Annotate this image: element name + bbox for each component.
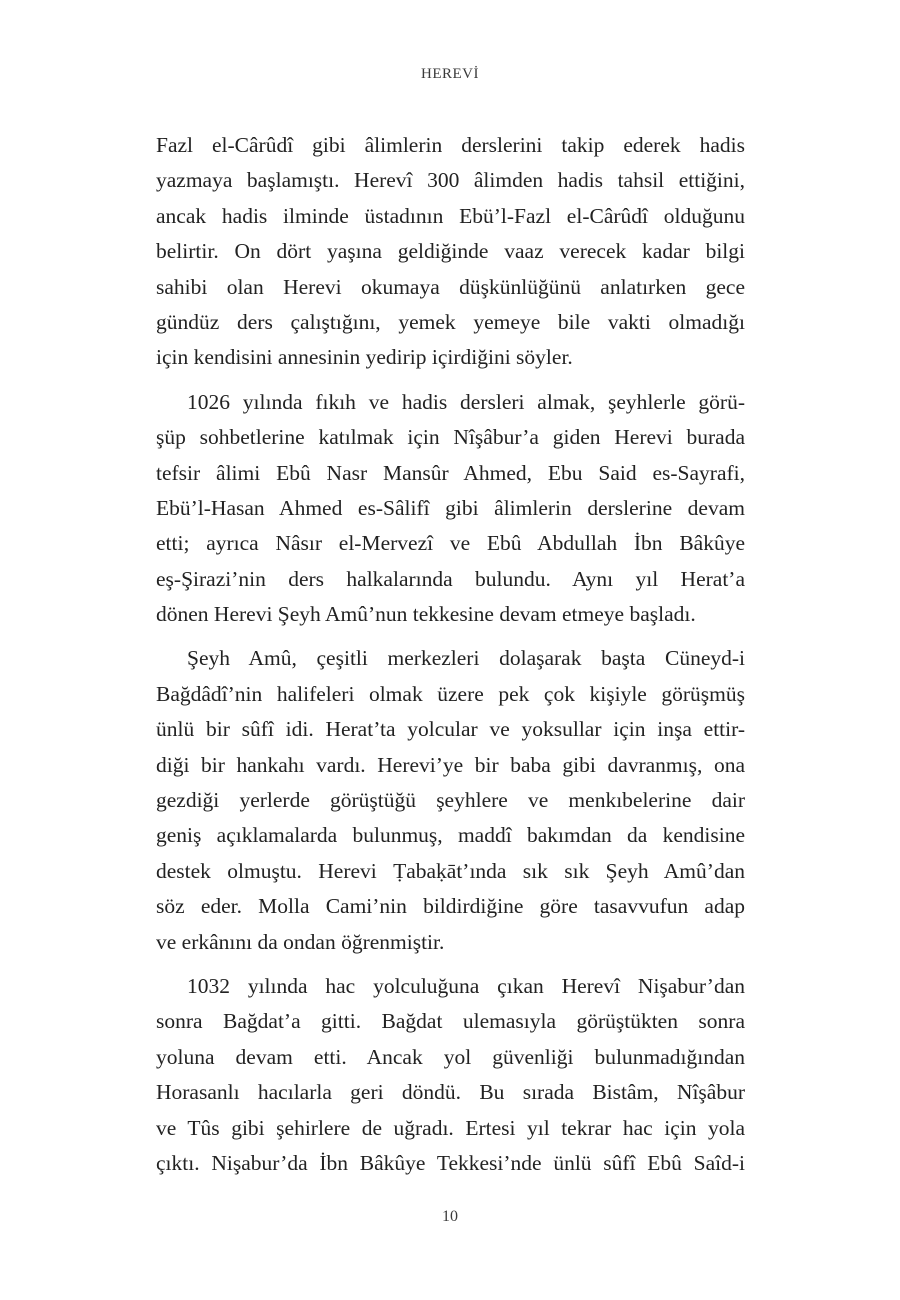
- text-line: diği bir hankahı vardı. Herevi’ye bir baba gibi davranmış, ona: [156, 752, 745, 777]
- text-line: gezdiği yerlerde görüştüğü şeyhlere ve menkıbelerine dair: [156, 788, 745, 813]
- text-line: Şeyh Amû, çeşitli merkezleri dolaşarak başta Cüneyd-i: [187, 646, 745, 671]
- paragraph: [156, 641, 745, 960]
- text-line: için kendisini annesinin yedirip içirdiğini söyler.: [156, 345, 573, 370]
- text-line: yazmaya başlamıştı. Herevî 300 âlimden hadis tahsil ettiğini,: [156, 168, 745, 193]
- text-line: tefsir âlimi Ebû Nasr Mansûr Ahmed, Ebu Said es-Sayrafi,: [156, 460, 745, 485]
- text-line: destek olmuştu. Herevi Ṭabaḳāt’ında sık sık Şeyh Amû’dan: [156, 858, 745, 883]
- text-line: çıktı. Nişabur’da İbn Bâkûye Tekkesi’nde ünlü sûfî Ebû Saîd-i: [156, 1150, 745, 1175]
- text-line: 1032 yılında hac yolculuğuna çıkan Herevî Nişabur’dan: [187, 973, 745, 998]
- text-line: belirtir. On dört yaşına geldiğinde vaaz verecek kadar bilgi: [156, 239, 745, 264]
- text-line: Bağdâdî’nin halifeleri olmak üzere pek çok kişiyle görüşmüş: [156, 681, 745, 706]
- text-line: dönen Herevi Şeyh Amû’nun tekkesine devam etmeye başladı.: [156, 602, 696, 627]
- text-line: Fazl el-Cârûdî gibi âlimlerin derslerini takip ederek hadis: [156, 133, 745, 157]
- body-text: [156, 128, 745, 1190]
- paragraph: [156, 385, 745, 633]
- paragraph: [156, 969, 745, 1181]
- text-line: 1026 yılında fıkıh ve hadis dersleri almak, şeyhlerle görü-: [187, 389, 745, 414]
- text-line: eş-Şirazi’nin ders halkalarında bulundu. Aynı yıl Herat’a: [156, 566, 745, 591]
- text-line: etti; ayrıca Nâsır el-Mervezî ve Ebû Abdullah İbn Bâkûye: [156, 531, 745, 556]
- text-line: şüp sohbetlerine katılmak için Nîşâbur’a giden Herevi burada: [156, 425, 745, 450]
- text-line: ancak hadis ilminde üstadının Ebü’l-Fazl el-Cârûdî olduğunu: [156, 203, 745, 228]
- text-line: yoluna devam etti. Ancak yol güvenliği bulunmadığından: [156, 1044, 745, 1069]
- text-line: Horasanlı hacılarla geri döndü. Bu sırada Bistâm, Nîşâbur: [156, 1080, 745, 1105]
- paragraph: [156, 128, 745, 376]
- text-line: geniş açıklamalarda bulunmuş, maddî bakımdan da kendisine: [156, 823, 745, 848]
- page-number: 10: [442, 1208, 458, 1225]
- text-line: söz eder. Molla Cami’nin bildirdiğine göre tasavvufun adap: [156, 894, 745, 919]
- text-line: Ebü’l-Hasan Ahmed es-Sâlifî gibi âlimlerin derslerine devam: [156, 495, 745, 520]
- text-line: ve Tûs gibi şehirlere de uğradı. Ertesi yıl tekrar hac için yola: [156, 1115, 745, 1140]
- text-line: ve erkânını da ondan öğrenmiştir.: [156, 929, 445, 954]
- running-header: HEREVİ: [421, 66, 479, 82]
- text-line: sonra Bağdat’a gitti. Bağdat ulemasıyla görüştükten sonra: [156, 1009, 745, 1034]
- text-line: sahibi olan Herevi okumaya düşkünlüğünü anlatırken gece: [156, 274, 745, 299]
- text-line: gündüz ders çalıştığını, yemek yemeye bile vakti olmadığı: [156, 309, 745, 334]
- text-line: ünlü bir sûfî idi. Herat’ta yolcular ve yoksullar için inşa ettir-: [156, 717, 745, 742]
